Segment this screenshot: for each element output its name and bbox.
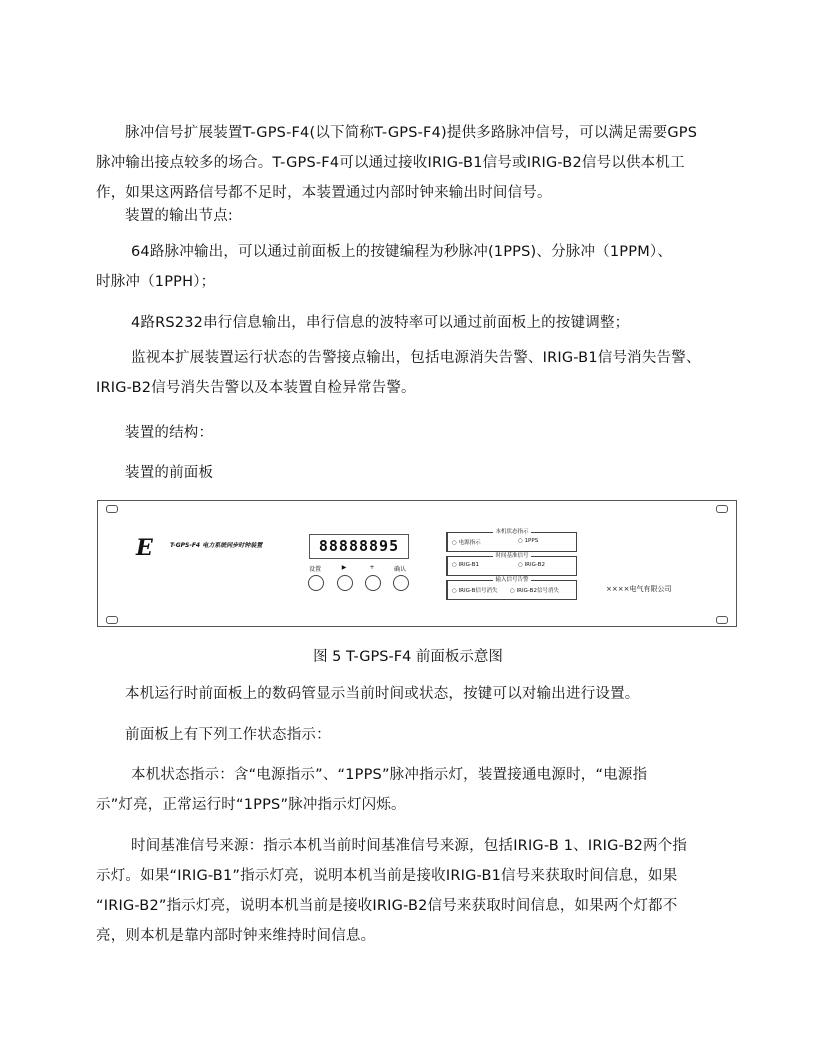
structure-heading: 装置的结构：: [125, 425, 214, 441]
indicator-alarm-b1: ○ IRIG-B信号消失: [452, 588, 498, 594]
figure-caption: 图 5 T-GPS-F4 前面板示意图: [313, 649, 503, 665]
paragraph-line: 本机状态指示：含“电源指示”、“1PPS”脉冲指示灯，装置接通电源时，“电源指: [131, 767, 648, 783]
timebase-indicator-group: [446, 553, 577, 576]
status-indicator-group: [446, 529, 577, 552]
mount-hole: [716, 616, 728, 624]
intro-line: 脉冲信号扩展装置T-GPS-F4(以下简称T-GPS-F4)提供多路脉冲信号，可以满足需要GPS: [125, 125, 698, 141]
device-name: T-GPS-F4 电力系统同步时钟装置: [170, 542, 263, 549]
indicator-irigb2: ○ IRIG-B2: [518, 562, 545, 568]
alarm-indicator-group: [446, 577, 577, 600]
group-title: 输入信号告警: [495, 577, 529, 583]
mount-hole: [106, 505, 118, 513]
company-name: ××××电气有限公司: [606, 585, 672, 593]
front-panel-heading: 装置的前面板: [125, 465, 214, 481]
set-button[interactable]: [308, 575, 324, 591]
front-panel-diagram: [97, 500, 737, 627]
button-label: ▶: [341, 564, 347, 571]
shift-button[interactable]: [337, 575, 353, 591]
button-label: 设置: [308, 566, 321, 573]
output-line: 时脉冲（1PPH）；: [96, 274, 216, 290]
plus-button[interactable]: [365, 575, 381, 591]
paragraph-line: 时间基准信号来源：指示本机当前时间基准信号来源，包括IRIG-B 1、IRIG-B2两个指: [131, 838, 688, 854]
intro-line: 作，如果这两路信号都不足时，本装置通过内部时钟来输出时间信号。: [96, 185, 552, 201]
confirm-button[interactable]: [393, 575, 409, 591]
brand-logo: E: [136, 535, 153, 561]
button-label: +: [369, 564, 375, 571]
indicator-irigb1: ○ IRIG-B1: [452, 562, 479, 568]
paragraph: 本机运行时前面板上的数码管显示当前时间或状态，按键可以对输出进行设置。: [125, 686, 640, 702]
group-title: 本机状态指示: [495, 529, 529, 535]
intro-line: 脉冲输出接点较多的场合。T-GPS-F4可以通过接收IRIG-B1信号或IRIG-B2信号以供本机工: [96, 155, 685, 171]
output-line: 监视本扩展装置运行状态的告警接点输出，包括电源消失告警、IRIG-B1信号消失告警、: [131, 350, 701, 366]
mount-hole: [716, 505, 728, 513]
group-title: 时间基准信号: [495, 553, 529, 559]
output-line: IRIG-B2信号消失告警以及本装置自检异常告警。: [96, 380, 416, 396]
paragraph-line: 示”灯亮，正常运行时“1PPS”脉冲指示灯闪烁。: [96, 797, 406, 813]
mount-hole: [106, 616, 118, 624]
indicator-alarm-b2: ○ IRIG-B2信号消失: [510, 588, 559, 594]
indicator-1pps: ○ 1PPS: [518, 538, 539, 544]
button-label: 确认: [393, 566, 406, 573]
paragraph-line: 亮，则本机是靠内部时钟来维持时间信息。: [96, 928, 376, 944]
paragraph: 前面板上有下列工作状态指示：: [125, 727, 331, 743]
paragraph-line: 示灯。如果“IRIG-B1”指示灯亮，说明本机当前是接收IRIG-B1信号来获取时间信息，如果: [96, 868, 678, 884]
output-line: 4路RS232串行信息输出，串行信息的波特率可以通过前面板上的按键调整；: [131, 315, 630, 331]
indicator-power: ○ 电源指示: [452, 540, 481, 546]
paragraph-line: “IRIG-B2”指示灯亮，说明本机当前是接收IRIG-B2信号来获取时间信息，如果两个灯都不: [96, 898, 678, 914]
outputs-heading: 装置的输出节点:: [125, 208, 233, 224]
digit-display: 88888895: [309, 534, 409, 559]
output-line: 64路脉冲输出，可以通过前面板上的按键编程为秒脉冲(1PPS)、分脉冲（1PPM）、: [131, 244, 673, 260]
